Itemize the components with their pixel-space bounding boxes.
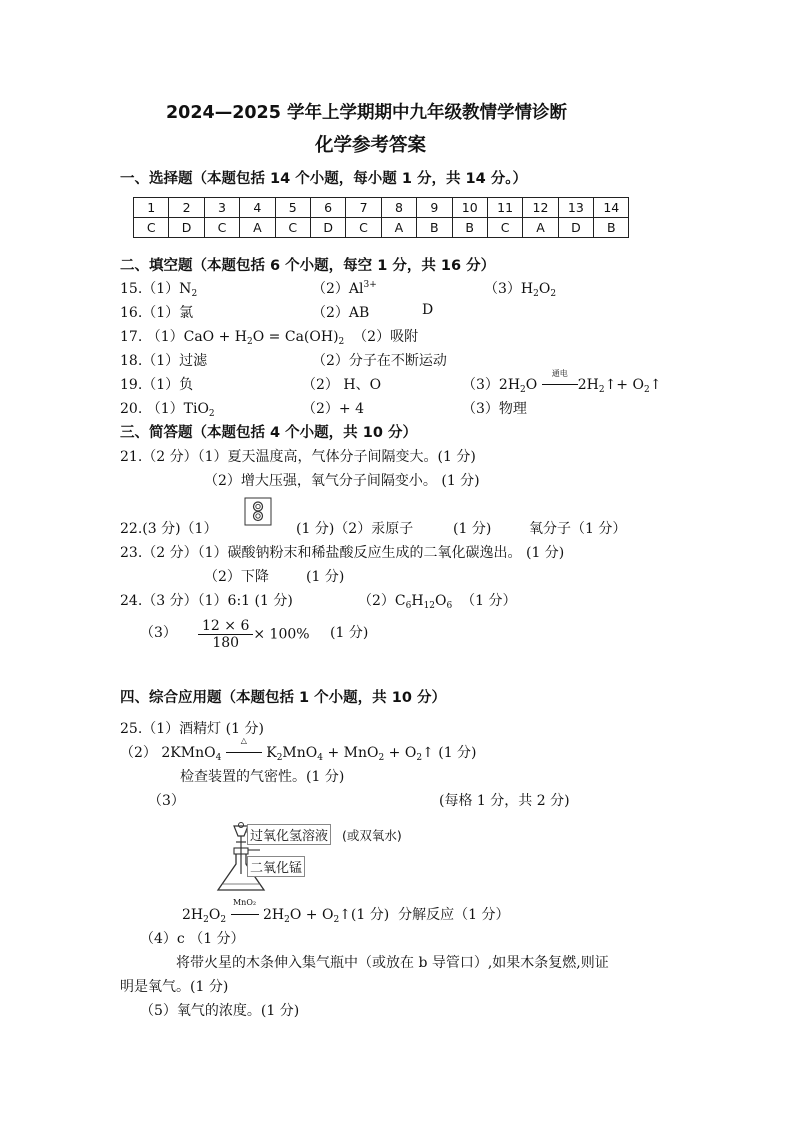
table-cell: 10	[452, 198, 487, 218]
answer-text: 2H	[182, 907, 204, 923]
q-number: 21.（2 分）	[120, 449, 198, 465]
subscript: 6	[405, 601, 412, 611]
answer-25-3-label: （3）	[148, 793, 185, 809]
q-number: 22.(3 分)（1）	[120, 521, 218, 537]
q-number: 15.	[120, 281, 143, 297]
reaction-arrow	[231, 914, 259, 915]
answer-text: 2H	[262, 907, 285, 923]
subscript: 2	[643, 385, 650, 395]
table-cell: 4	[240, 198, 275, 218]
answer-text: ↑(1 分)	[339, 907, 390, 923]
molecule-model-icon	[244, 497, 272, 526]
table-cell: D	[310, 218, 345, 238]
table-cell: A	[523, 218, 558, 238]
table-cell: C	[487, 218, 522, 238]
answer-text: × 100%	[253, 626, 310, 643]
condition-label: MnO₂	[232, 898, 257, 907]
subscript: 2	[598, 385, 605, 395]
table-cell: 11	[487, 198, 522, 218]
answer-line-22	[120, 518, 217, 538]
answer-line-25-4c: 明是氧气。(1 分)	[120, 979, 229, 995]
answer-text: ↑+ O	[604, 377, 644, 393]
q-number: 23.（2 分）	[120, 545, 198, 561]
table-cell: 2	[169, 198, 204, 218]
answer-text: （1）夏天温度高，气体分子间隔变大。(1 分)	[197, 449, 476, 465]
q-number: 19.	[120, 377, 143, 393]
answer-text: O	[525, 377, 538, 393]
answer-text: + MnO	[323, 745, 379, 761]
page-title: 2024—2025 学年上学期期中九年级教情学情诊断	[166, 103, 568, 123]
subscript: 4	[317, 753, 323, 763]
answer-text: ↑	[649, 377, 662, 393]
solid-label: 二氧化锰	[247, 856, 305, 877]
answer-text: （1）氯	[142, 305, 194, 321]
subscript: 2	[220, 915, 227, 925]
answer-19-3	[462, 369, 662, 395]
answer-16-2: （2）AB	[312, 305, 370, 321]
answer-text: 2KMnO	[161, 745, 216, 761]
apparatus-diagram	[210, 820, 440, 896]
answer-text: （2）	[120, 745, 157, 761]
alternative-label: (或双氧水)	[342, 828, 402, 843]
table-cell: B	[417, 218, 452, 238]
answer-text: （2）Al	[312, 281, 364, 297]
subscript: 2	[550, 289, 557, 299]
table-cell: 12	[523, 198, 558, 218]
answer-24-3-label: （3）	[140, 625, 177, 641]
subscript: 12	[423, 601, 436, 611]
subscript: 2	[203, 915, 209, 925]
answer-line-25-2	[120, 736, 477, 763]
table-cell: 13	[558, 198, 593, 218]
answer-text: （3）H	[484, 281, 534, 297]
fraction	[198, 618, 253, 651]
answer-text: 分解反应（1 分）	[398, 907, 510, 923]
subscript: 2	[378, 753, 385, 763]
condition-label: 通电	[551, 369, 568, 378]
answer-text: （2）C	[358, 593, 406, 609]
table-cell: B	[594, 218, 629, 238]
answer-line-20	[120, 398, 215, 419]
fraction-expression	[198, 618, 310, 651]
answer-line-25-4: （4）c （1 分）	[140, 931, 245, 947]
answer-text: O	[435, 593, 447, 609]
table-cell: 7	[346, 198, 381, 218]
answer-text: （1）N	[142, 281, 192, 297]
table-cell: C	[204, 218, 239, 238]
fraction-numerator: 12 × 6	[198, 618, 253, 635]
table-cell: 1	[134, 198, 169, 218]
answer-23-score: (1 分)	[306, 569, 345, 585]
answer-text: （1）碳酸钠粉末和稀盐酸反应生成的二氧化碳逸出。 (1 分)	[197, 545, 565, 561]
table-cell: 5	[275, 198, 310, 218]
table-cell: B	[452, 218, 487, 238]
answer-18-2: （2）分子在不断运动	[312, 353, 447, 369]
answer-19-2: （2） H、O	[302, 377, 382, 393]
reaction-condition	[226, 736, 262, 761]
oxygen-molecule-diagram	[244, 497, 272, 526]
answer-15-2	[312, 278, 377, 298]
subscript: 2	[338, 337, 345, 347]
answer-20-2: （2）+ 4	[302, 401, 364, 417]
answer-line-25-4b: 将带火星的木条伸入集气瓶中（或放在 b 导管口）,如果木条复燃,则证	[176, 955, 609, 971]
answer-text: O	[538, 281, 551, 297]
answer-line-25-3-equation	[182, 898, 510, 925]
answer-line-19	[120, 374, 193, 394]
answer-20-3: （3）物理	[462, 401, 527, 417]
table-cell: D	[558, 218, 593, 238]
reaction-condition	[542, 369, 578, 393]
answer-text: H	[411, 593, 424, 609]
section3-heading: 三、简答题（本题包括 4 个小题，共 10 分）	[120, 425, 417, 441]
reaction-condition	[231, 898, 259, 923]
table-cell: D	[169, 218, 204, 238]
section2-heading: 二、填空题（本题包括 6 个小题，每空 1 分，共 16 分）	[120, 258, 496, 274]
answer-text: ↑ (1 分)	[422, 745, 477, 761]
reaction-arrow	[226, 752, 262, 753]
answer-table-number-row	[134, 198, 629, 218]
table-cell: C	[346, 218, 381, 238]
answer-line-15	[120, 278, 197, 299]
subscript: 6	[446, 601, 453, 611]
answer-text: （2）吸附	[353, 329, 419, 345]
answer-line-16	[120, 302, 193, 322]
subscript: 2	[191, 289, 198, 299]
subscript: 2	[520, 385, 526, 395]
answer-text: + O	[384, 745, 417, 761]
answer-22-3: 氧分子（1 分）	[529, 521, 627, 537]
subscript: 2	[247, 337, 253, 347]
answer-text: O	[208, 907, 221, 923]
liquid-label: 过氧化氢溶液	[247, 824, 331, 845]
answer-line-18	[120, 350, 207, 370]
table-cell: A	[381, 218, 416, 238]
answer-text: O = Ca(OH)	[252, 329, 339, 345]
answer-text: （1）6:1 (1 分)	[197, 593, 293, 609]
answer-21-2: （2）增大压强，氧气分子间隔变小。 (1 分)	[204, 473, 480, 489]
answer-table-answer-row	[134, 218, 629, 238]
table-cell: A	[240, 218, 275, 238]
answer-22-score: (1 分)	[453, 521, 492, 537]
answer-24-2	[358, 590, 517, 611]
condition-label: △	[240, 736, 247, 745]
answer-text: O + O	[289, 907, 334, 923]
answer-23-2: （2）下降	[204, 569, 269, 585]
reaction-arrow	[542, 384, 578, 385]
answer-line-25-2b: 检查装置的气密性。(1 分)	[180, 769, 345, 785]
answer-text: 2H	[577, 377, 599, 393]
answer-table	[133, 197, 629, 238]
answer-24-3-score: (1 分)	[330, 625, 369, 641]
subscript: 2	[333, 915, 340, 925]
answer-line-21	[120, 446, 476, 466]
superscript: 3+	[363, 280, 377, 290]
answer-line-25-1: 25.（1）酒精灯 (1 分)	[120, 721, 264, 737]
q-number: 16.	[120, 305, 143, 321]
answer-text: K	[266, 745, 277, 761]
table-cell: C	[134, 218, 169, 238]
answer-16-3: D	[422, 302, 434, 318]
answer-text: MnO	[282, 745, 318, 761]
subscript: 2	[208, 409, 215, 419]
answer-22-2: (1 分)（2）汞原子	[296, 521, 414, 537]
answer-line-25-5: （5）氧气的浓度。(1 分)	[140, 1003, 300, 1019]
answer-25-3-score: (每格 1 分，共 2 分)	[439, 793, 570, 809]
answer-text: （1）TiO	[146, 401, 209, 417]
table-cell: 3	[204, 198, 239, 218]
answer-line-23	[120, 542, 564, 562]
q-number: 20.	[120, 401, 143, 417]
subscript: 4	[215, 753, 222, 763]
table-cell: 6	[310, 198, 345, 218]
q-number: 17.	[120, 329, 143, 345]
answer-text: （1）过滤	[142, 353, 208, 369]
subscript: 2	[533, 289, 539, 299]
answer-15-3	[484, 278, 556, 299]
answer-line-24	[120, 590, 293, 610]
section1-heading: 一、选择题（本题包括 14 个小题，每小题 1 分，共 14 分。）	[120, 171, 527, 187]
table-cell: 14	[594, 198, 629, 218]
table-cell: C	[275, 218, 310, 238]
answer-text: （1 分）	[461, 593, 517, 609]
table-cell: 8	[381, 198, 416, 218]
page-subtitle: 化学参考答案	[315, 135, 427, 156]
q-number: 18.	[120, 353, 143, 369]
answer-text: （1）负	[142, 377, 194, 393]
fraction-denominator: 180	[212, 635, 240, 651]
subscript: 2	[416, 753, 423, 763]
subscript: 2	[276, 753, 283, 763]
answer-text: （1）CaO + H	[146, 329, 248, 345]
section4-heading: 四、综合应用题（本题包括 1 个小题，共 10 分）	[120, 690, 446, 706]
table-cell: 9	[417, 198, 452, 218]
q-number: 24.（3 分）	[120, 593, 198, 609]
answer-line-17	[120, 326, 418, 347]
answer-text: （3）2H	[462, 377, 521, 393]
subscript: 2	[284, 915, 290, 925]
